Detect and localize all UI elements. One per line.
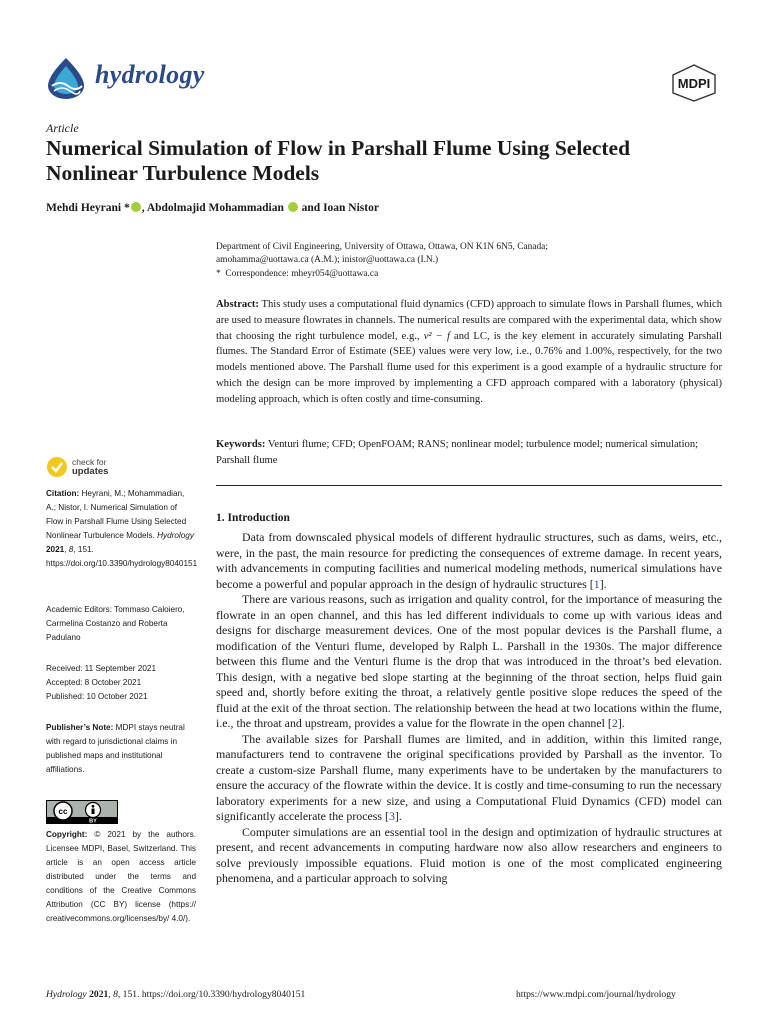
academic-editors: Academic Editors: Tommaso Caloiero, Carmelina Costanzo and Roberta Padulano xyxy=(46,605,185,642)
footer-journal-url[interactable]: https://www.mdpi.com/journal/hydrology xyxy=(516,989,676,1000)
author-name[interactable]: Ioan Nistor xyxy=(323,202,379,214)
publication-dates xyxy=(46,662,196,704)
reference-link[interactable]: 1 xyxy=(593,576,600,591)
article-type: Article xyxy=(46,121,79,135)
reference-link[interactable]: 2 xyxy=(611,716,618,730)
published-date: Published: 10 October 2021 xyxy=(46,692,148,701)
paragraph: There are various reasons, such as irrigation and quality control, for the importance of measuring the flowrate in an open channel, and this has led different individuals to come up with various ideas and designs for discharge measurement devices. One of the most popular devices is the Parshall flume, a modification of the Venturi flume, developed by Ralph L. Parshall in the 1930s. The major difference between this flume and the Venturi flume is the drop that was introduced in the throat’s bed elevation. This design, with a negative bed slope starting at the beginning of the throat section, helps fluid gain speed and, shortly before exiting the throat, a relatively gentle positive slope reduces the speed of the fluid at the exit of the throat section. The relationship between the head at two locations within the flume, i.e., the throat and upstream, provides a value for the flowrate in the open channel [2]. xyxy=(216,592,722,730)
divider xyxy=(216,485,722,486)
introduction-body xyxy=(216,530,722,887)
paragraph: Computer simulations are an essential tool in the design and optimization of hydraulic structures at present, and recent advancements in computing hardware now also allow researchers and engineers to solve previously impossible equations. Fluid motion is one of the most complicated engineering phenomena, and a particular approach to solving xyxy=(216,824,722,885)
check-for-updates-button[interactable]: check for updates xyxy=(46,456,108,478)
correspondence: Correspondence: mheyr054@uottawa.ca xyxy=(225,268,379,279)
publisher-note: Publisher’s Note: MDPI stays neutral with regard to jurisdictional claims in published maps and institutional affiliations. xyxy=(46,723,185,774)
paragraph: The available sizes for Parshall flumes are limited, and in addition, within this limited range, manufacturers tend to contravene the original specifications provided by Parshall as the inventor. To create a custom-size Parshall flume, many experiments have to be undertaken by the manufacturers to ensure the accuracy of the flowrate within the device. It is costly and time-consuming to run the necessary laboratory experiments for a new size, and using a Computational Fluid Dynamics (CFD) model can significantly accelerate the process [3]. xyxy=(216,731,722,823)
reference-link[interactable]: 3 xyxy=(389,809,395,823)
author-name[interactable]: Abdolmajid Mohammadian xyxy=(146,202,284,214)
received-date: Received: 11 September 2021 xyxy=(46,664,156,673)
journal-name: hydrology xyxy=(95,60,205,89)
footer-citation: Hydrology 2021, 8, 151. https://doi.org/10.3390/hydrology8040151 xyxy=(46,989,306,1000)
orcid-icon[interactable] xyxy=(131,202,141,212)
citation-doi[interactable]: , 151. https://doi.org/10.3390/hydrology8040151 xyxy=(46,545,198,568)
mdpi-logo-text: MDPI xyxy=(677,76,711,91)
section-heading: 1. Introduction xyxy=(216,512,290,524)
author-list: Mehdi Heyrani * , Abdolmajid Mohammadian and Ioan Nistor xyxy=(46,202,379,214)
mdpi-logo xyxy=(668,63,720,103)
keywords-label: Keywords: xyxy=(216,439,266,450)
orcid-icon[interactable] xyxy=(288,202,298,212)
citation: Citation: Heyrani, M.; Mohammadian, A.; Nistor, I. Numerical Simulation of Flow in Parshall Flume Using Selected Nonlinear Turbulence Models. Hydrology 2021, 8, 151. https://doi.org/10.3390/hydrology8040151 xyxy=(46,489,198,568)
article-title: Numerical Simulation of Flow in Parshall Flume Using Selected Nonlinear Turbulence Models xyxy=(46,136,631,185)
journal-logo-icon xyxy=(46,56,86,100)
copyright-notice: Copyright: © 2021 by the authors. Licensee MDPI, Basel, Switzerland. This article is an open access article distributed under the terms and conditions of the Creative Commons Attribution (CC BY) license (https:// creativecommons.org/licenses/by/ 4.0/). xyxy=(46,830,196,923)
keywords: Keywords: Venturi flume; CFD; OpenFOAM; RANS; nonlinear model; turbulence model; numerical simulation; Parshall flume xyxy=(216,439,699,466)
abstract: Abstract: This study uses a computational fluid dynamics (CFD) approach to simulate flows in Parshall flumes, which are used to measure flowrates in channels. The numerical results are compared with the experimental data, which show that choosing the right turbulence model, e.g., v² − f and LC, is the key element in accurately simulating Parshall flumes. The Standard Error of Estimate (SEE) values were very low, i.e., 0.76% and 1.00%, respectively, for the two models mentioned above. The Parshall flume used for this experiment is a good example of a hydraulic structure for which the design can be more improved by implementing a CFD approach compared with a laboratory (physical) modeling approach, which is often costly and time-consuming. xyxy=(216,299,722,405)
affiliation: Department of Civil Engineering, University of Ottawa, Ottawa, ON K1N 6N5, Canada; amohamma@uottawa.ca (A.M.); inistor@uottawa.ca (I.N.) * Correspondence: mheyr054@uottawa.ca xyxy=(216,242,548,279)
check-icon xyxy=(46,456,68,478)
svg-text:BY: BY xyxy=(89,818,97,824)
accepted-date: Accepted: 8 October 2021 xyxy=(46,678,142,687)
cc-by-license-icon[interactable] xyxy=(46,800,118,824)
formula: v² − f xyxy=(423,330,450,342)
svg-text:cc: cc xyxy=(58,807,68,816)
abstract-label: Abstract: xyxy=(216,299,259,310)
author-name[interactable]: Mehdi Heyrani * xyxy=(46,202,130,214)
paragraph: Data from downscaled physical models of different hydraulic structures, such as dams, weirs, etc., were, in the past, the main resource for predicting the consequences of extreme damage. In recent years, with advancements in computing facilities and numerical modeling methods, numerical simulations have become a powerful and popular approach in the design of hydraulic structures [1]. xyxy=(216,530,722,591)
